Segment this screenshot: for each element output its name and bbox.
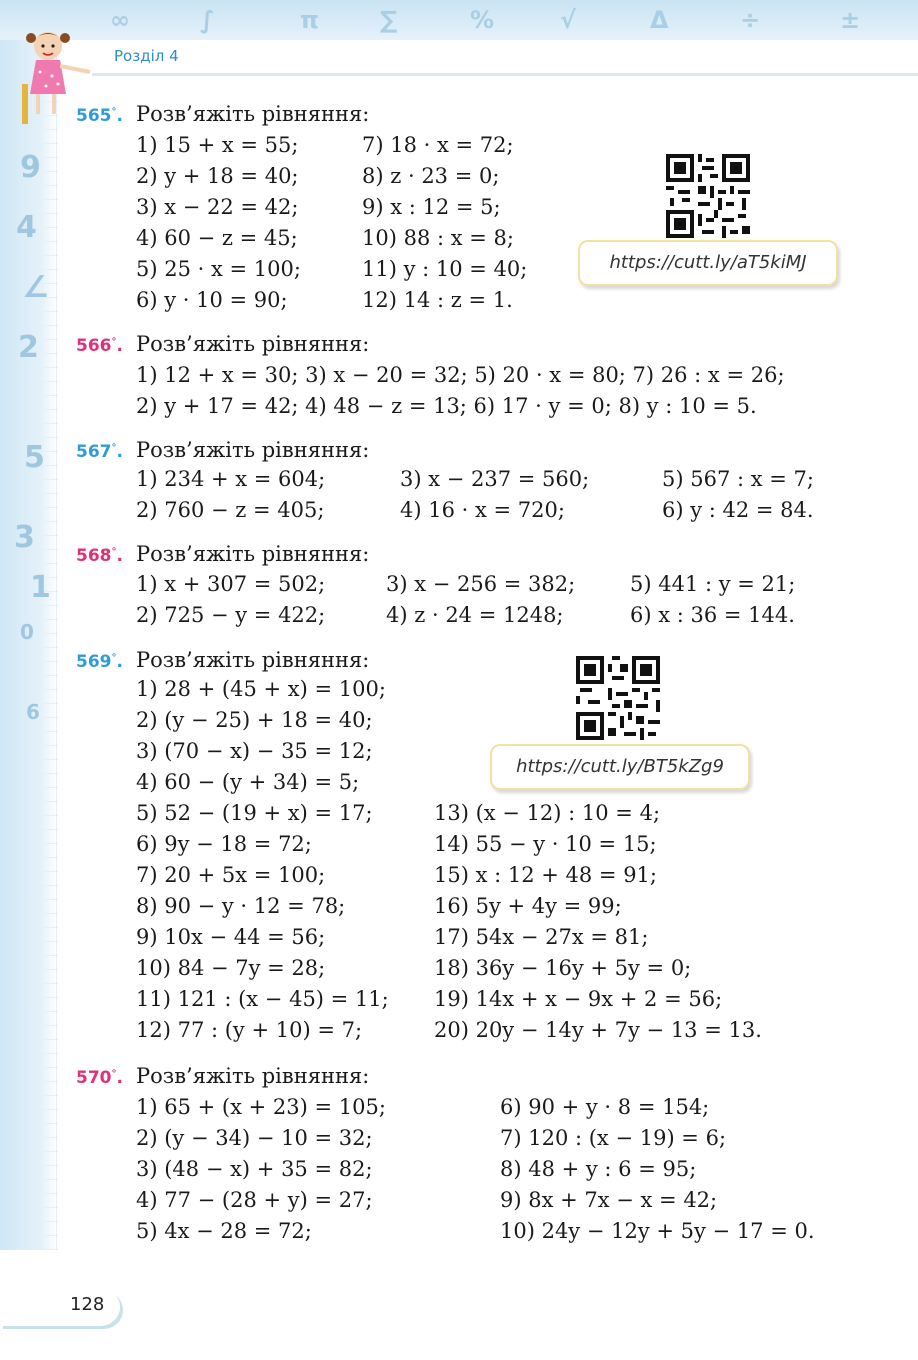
decor-glyph: 5 bbox=[24, 440, 45, 475]
equation: 10) 24y − 12y + 5y − 17 = 0. bbox=[500, 1219, 815, 1243]
equation: 4) 77 − (28 + y) = 27; bbox=[136, 1188, 373, 1212]
equation: 2) 760 − z = 405; bbox=[136, 498, 325, 522]
top-decorative-band bbox=[0, 0, 918, 40]
task-number-568: 568°. bbox=[76, 546, 123, 566]
decor-glyph: 2 bbox=[18, 330, 39, 365]
equation: 7) 120 : (x − 19) = 6; bbox=[500, 1126, 727, 1150]
equation: 4) z · 24 = 1248; bbox=[386, 603, 564, 627]
task-title: Розв’яжіть рівняння: bbox=[136, 1064, 370, 1088]
equation: 7) 20 + 5x = 100; bbox=[136, 863, 326, 887]
equation: 6) 9y − 18 = 72; bbox=[136, 832, 312, 856]
equation: 10) 88 : x = 8; bbox=[362, 226, 514, 250]
qr-link-565[interactable]: https://cutt.ly/aT5kiMJ bbox=[578, 240, 838, 286]
decor-glyph: √ bbox=[560, 6, 577, 34]
equation: 8) 90 − y · 12 = 78; bbox=[136, 894, 346, 918]
decor-glyph: 3 bbox=[14, 520, 35, 555]
equation: 8) 48 + y : 6 = 95; bbox=[500, 1157, 697, 1181]
equation: 11) y : 10 = 40; bbox=[362, 257, 528, 281]
decor-glyph: ÷ bbox=[740, 6, 761, 34]
equation: 13) (x − 12) : 10 = 4; bbox=[434, 801, 661, 825]
equation: 4) 16 · x = 720; bbox=[400, 498, 565, 522]
equation: 9) x : 12 = 5; bbox=[362, 195, 501, 219]
decor-glyph: 6 bbox=[26, 700, 40, 724]
task-title: Розв’яжіть рівняння: bbox=[136, 102, 370, 126]
qr-code-icon[interactable] bbox=[662, 150, 754, 242]
equation: 12) 77 : (y + 10) = 7; bbox=[136, 1018, 363, 1042]
equation: 6) y : 42 = 84. bbox=[662, 498, 814, 522]
equation: 16) 5y + 4y = 99; bbox=[434, 894, 622, 918]
equation: 9) 8x + 7x − x = 42; bbox=[500, 1188, 718, 1212]
decor-glyph: ∑ bbox=[380, 6, 398, 34]
equation-row: 1) 12 + x = 30; 3) x − 20 = 32; 5) 20 · x = 80; 7) 26 : x = 26; bbox=[136, 363, 785, 387]
equation: 8) z · 23 = 0; bbox=[362, 164, 500, 188]
equation: 5) 25 · x = 100; bbox=[136, 257, 301, 281]
equation: 2) (y − 34) − 10 = 32; bbox=[136, 1126, 373, 1150]
equation: 2) y + 18 = 40; bbox=[136, 164, 299, 188]
equation: 3) (70 − x) − 35 = 12; bbox=[136, 739, 373, 763]
decor-glyph: ∫ bbox=[200, 6, 215, 34]
decor-glyph: π bbox=[300, 6, 319, 34]
equation: 6) 90 + y · 8 = 154; bbox=[500, 1095, 710, 1119]
page-number: 128 bbox=[70, 1294, 105, 1315]
equation: 1) 234 + x = 604; bbox=[136, 467, 326, 491]
left-decorative-band bbox=[0, 40, 58, 1250]
equation: 1) 65 + (x + 23) = 105; bbox=[136, 1095, 386, 1119]
decor-glyph: 0 bbox=[20, 620, 34, 644]
task-title: Розв’яжіть рівняння: bbox=[136, 332, 370, 356]
decor-glyph: ∠ bbox=[22, 270, 49, 305]
section-label: Розділ 4 bbox=[114, 47, 179, 65]
equation: 14) 55 − y · 10 = 15; bbox=[434, 832, 657, 856]
equation: 5) 52 − (19 + x) = 17; bbox=[136, 801, 373, 825]
qr-code-icon[interactable] bbox=[572, 652, 664, 744]
equation: 3) x − 22 = 42; bbox=[136, 195, 299, 219]
equation: 4) 60 − z = 45; bbox=[136, 226, 298, 250]
equation: 3) x − 256 = 382; bbox=[386, 572, 576, 596]
equation: 5) 567 : x = 7; bbox=[662, 467, 814, 491]
decor-glyph: % bbox=[470, 6, 495, 34]
equation: 18) 36y − 16y + 5y = 0; bbox=[434, 956, 692, 980]
equation: 6) y · 10 = 90; bbox=[136, 288, 288, 312]
task-title: Розв’яжіть рівняння: bbox=[136, 438, 370, 462]
equation: 17) 54x − 27x = 81; bbox=[434, 925, 649, 949]
task-number-570: 570°. bbox=[76, 1068, 123, 1088]
equation-row: 2) y + 17 = 42; 4) 48 − z = 13; 6) 17 · y = 0; 8) y : 10 = 5. bbox=[136, 394, 757, 418]
equation: 2) 725 − y = 422; bbox=[136, 603, 326, 627]
task-number-565: 565°. bbox=[76, 106, 123, 126]
equation: 5) 441 : y = 21; bbox=[630, 572, 796, 596]
equation: 10) 84 − 7y = 28; bbox=[136, 956, 326, 980]
equation: 9) 10x − 44 = 56; bbox=[136, 925, 326, 949]
task-number-566: 566°. bbox=[76, 336, 123, 356]
task-number-567: 567°. bbox=[76, 442, 123, 462]
equation: 20) 20y − 14y + 7y − 13 = 13. bbox=[434, 1018, 762, 1042]
decor-glyph: 4 bbox=[16, 210, 37, 245]
equation: 11) 121 : (x − 45) = 11; bbox=[136, 987, 389, 1011]
chapter-header bbox=[92, 41, 918, 76]
equation: 1) 28 + (45 + x) = 100; bbox=[136, 677, 386, 701]
equation: 19) 14x + x − 9x + 2 = 56; bbox=[434, 987, 723, 1011]
task-title: Розв’яжіть рівняння: bbox=[136, 648, 370, 672]
equation: 15) x : 12 + 48 = 91; bbox=[434, 863, 657, 887]
equation: 7) 18 · x = 72; bbox=[362, 133, 514, 157]
equation: 1) 15 + x = 55; bbox=[136, 133, 299, 157]
equation: 6) x : 36 = 144. bbox=[630, 603, 795, 627]
equation: 5) 4x − 28 = 72; bbox=[136, 1219, 312, 1243]
equation: 4) 60 − (y + 34) = 5; bbox=[136, 770, 360, 794]
qr-link-569[interactable]: https://cutt.ly/BT5kZg9 bbox=[490, 744, 750, 790]
equation: 2) (y − 25) + 18 = 40; bbox=[136, 708, 373, 732]
task-title: Розв’яжіть рівняння: bbox=[136, 542, 370, 566]
equation: 12) 14 : z = 1. bbox=[362, 288, 513, 312]
equation: 3) (48 − x) + 35 = 82; bbox=[136, 1157, 373, 1181]
decor-glyph: ∞ bbox=[110, 6, 130, 34]
equation: 3) x − 237 = 560; bbox=[400, 467, 590, 491]
decor-glyph: 9 bbox=[20, 150, 41, 185]
decor-glyph: 1 bbox=[30, 570, 51, 605]
decor-glyph: Δ bbox=[650, 6, 669, 34]
equation: 1) x + 307 = 502; bbox=[136, 572, 326, 596]
task-number-569: 569°. bbox=[76, 652, 123, 672]
decor-glyph: ± bbox=[840, 6, 861, 34]
